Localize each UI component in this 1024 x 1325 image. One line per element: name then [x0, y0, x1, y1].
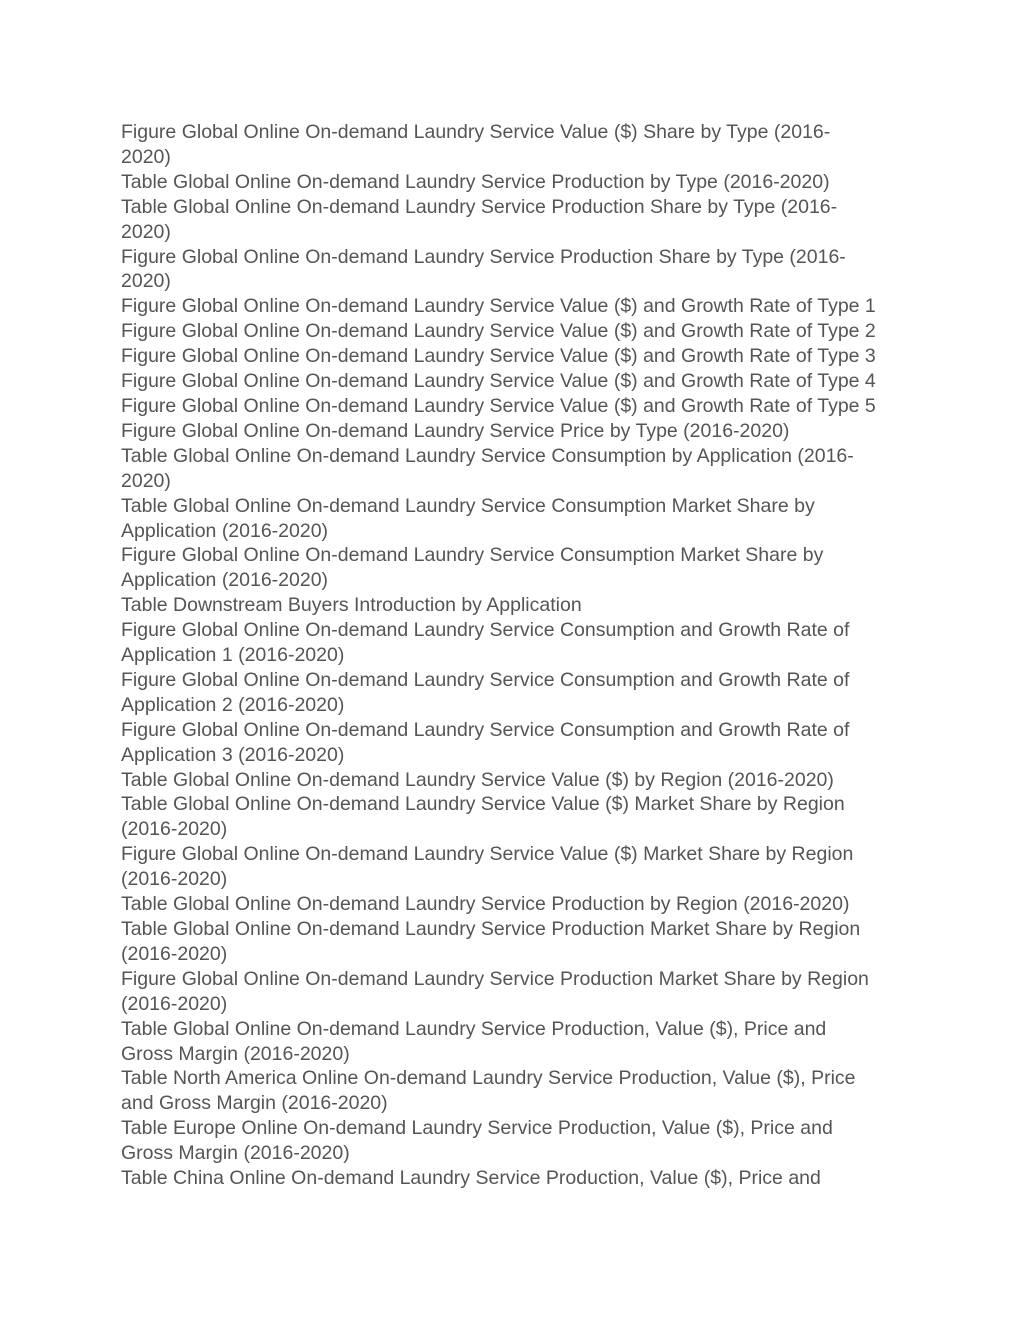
- list-item: Figure Global Online On-demand Laundry Service Value ($) Share by Type (2016- 2020): [121, 121, 831, 168]
- list-item: Table Global Online On-demand Laundry Service Consumption Market Share by Application (2016-2020): [121, 494, 815, 542]
- list-item: Figure Global Online On-demand Laundry Service Consumption Market Share by Application (2016-2020): [121, 544, 824, 592]
- list-item: Figure Global Online On-demand Laundry Service Value ($) and Growth Rate of Type 1: [121, 295, 876, 318]
- list-item: Table China Online On-demand Laundry Service Production, Value ($), Price and: [121, 1167, 821, 1190]
- list-item: Table Global Online On-demand Laundry Service Production Share by Type (2016- 2020): [121, 195, 838, 243]
- list-item: Figure Global Online On-demand Laundry Service Value ($) Market Share by Region (2016-2020): [121, 843, 854, 891]
- list-item: Figure Global Online On-demand Laundry Service Value ($) and Growth Rate of Type 4: [121, 370, 876, 393]
- list-item: Figure Global Online On-demand Laundry Service Value ($) and Growth Rate of Type 3: [121, 345, 876, 368]
- list-item: Table Global Online On-demand Laundry Service Production Market Share by Region (2016-2020): [121, 918, 861, 965]
- list-item: Figure Global Online On-demand Laundry Service Value ($) and Growth Rate of Type 5: [121, 394, 876, 417]
- list-item: Table Global Online On-demand Laundry Service Value ($) by Region (2016-2020): [121, 768, 834, 791]
- list-item: Figure Global Online On-demand Laundry Service Value ($) and Growth Rate of Type 2: [121, 320, 876, 343]
- list-item: Table Downstream Buyers Introduction by Application: [121, 594, 582, 617]
- list-item: Figure Global Online On-demand Laundry Service Price by Type (2016-2020): [121, 419, 790, 442]
- list-of-figures-and-tables: [121, 120, 911, 1191]
- list-item: Figure Global Online On-demand Laundry Service Production Market Share by Region (2016-2020): [121, 967, 869, 1015]
- list-item: Table Global Online On-demand Laundry Service Production by Region (2016-2020): [121, 893, 850, 916]
- list-item: Figure Global Online On-demand Laundry Service Consumption and Growth Rate of Application 1 (2016-2020): [121, 619, 850, 667]
- list-item: Table Global Online On-demand Laundry Service Production, Value ($), Price and Gross Margin (2016-2020): [121, 1017, 827, 1065]
- list-item: Table Global Online On-demand Laundry Service Value ($) Market Share by Region (2016-2020): [121, 793, 845, 841]
- list-item: Table Global Online On-demand Laundry Service Consumption by Application (2016- 2020): [121, 444, 854, 492]
- list-item: Table Global Online On-demand Laundry Service Production by Type (2016-2020): [121, 170, 830, 193]
- list-item: Table North America Online On-demand Laundry Service Production, Value ($), Price and Gross Margin (2016-2020): [121, 1067, 856, 1115]
- list-item: Table Europe Online On-demand Laundry Service Production, Value ($), Price and Gross Margin (2016-2020): [121, 1117, 833, 1165]
- list-item: Figure Global Online On-demand Laundry Service Consumption and Growth Rate of Application 2 (2016-2020): [121, 668, 850, 716]
- list-item: Figure Global Online On-demand Laundry Service Consumption and Growth Rate of Application 3 (2016-2020): [121, 718, 850, 766]
- list-item: Figure Global Online On-demand Laundry Service Production Share by Type (2016- 2020): [121, 245, 846, 293]
